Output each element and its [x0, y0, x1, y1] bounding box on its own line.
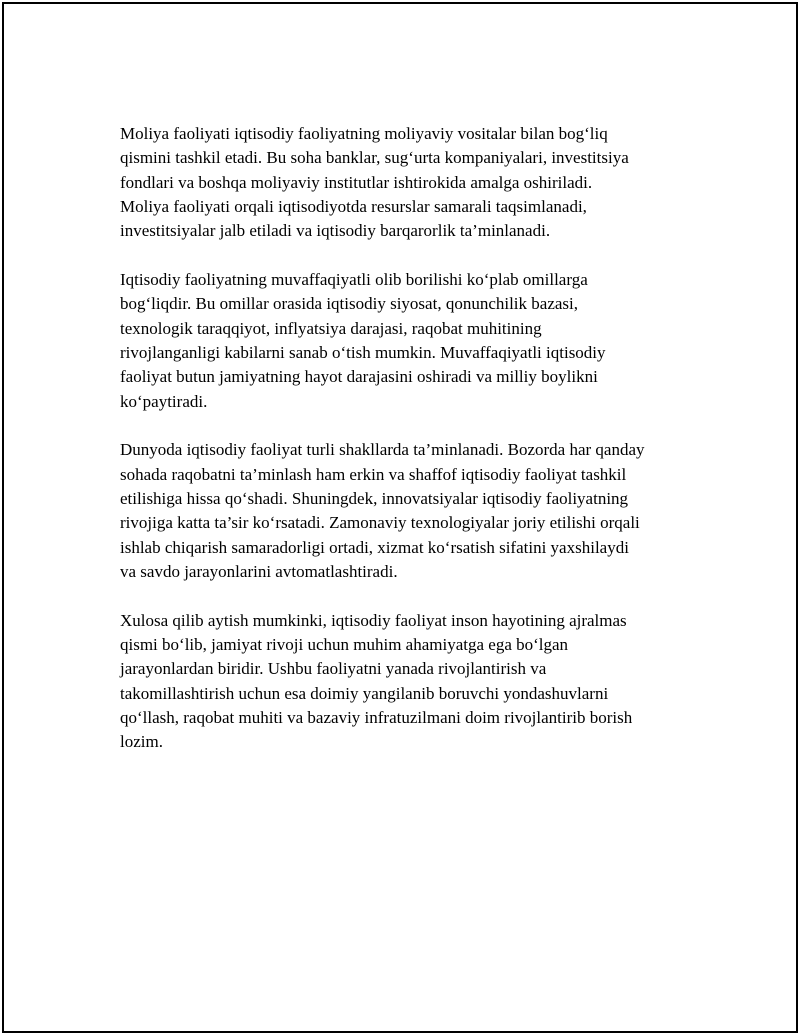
text-line: Dunyoda iqtisodiy faoliyat turli shakllarda ta’minlanadi. Bozorda har qanday: [120, 440, 645, 460]
text-line: takomillashtirish uchun esa doimiy yangilanib boruvchi yondashuvlarni: [120, 683, 609, 703]
text-line: faoliyat butun jamiyatning hayot darajasini oshiradi va milliy boylikni: [120, 367, 598, 387]
text-line: rivojiga katta ta’sir ko‘rsatadi. Zamonaviy texnologiyalar joriy etilishi orqali: [120, 513, 640, 533]
paragraph-finance-activity: [120, 122, 692, 243]
text-line: Moliya faoliyati iqtisodiy faoliyatning moliyaviy vositalar bilan bog‘liq: [120, 124, 608, 143]
text-line: rivojlanganligi kabilarni sanab o‘tish mumkin. Muvaffaqiyatli iqtisodiy: [120, 342, 606, 362]
paragraph-conclusion: [120, 609, 692, 755]
text-line: qismini tashkil etadi. Bu soha banklar, sug‘urta kompaniyalari, investitsiya: [120, 148, 629, 168]
paragraph-world-forms: [120, 438, 692, 584]
text-line: va savdo jarayonlarini avtomatlashtiradi.: [120, 561, 398, 581]
text-line: bog‘liqdir. Bu omillar orasida iqtisodiy siyosat, qonunchilik bazasi,: [120, 294, 579, 314]
text-line: jarayonlardan biridir. Ushbu faoliyatni yanada rivojlantirish va: [120, 659, 547, 679]
text-line: investitsiyalar jalb etiladi va iqtisodiy barqarorlik ta’minlanadi.: [120, 221, 551, 241]
text-line: ko‘paytiradi.: [120, 391, 208, 411]
text-line: Xulosa qilib aytish mumkinki, iqtisodiy faoliyat inson hayotining ajralmas: [120, 610, 627, 630]
text-line: Moliya faoliyati orqali iqtisodiyotda resurslar samarali taqsimlanadi,: [120, 196, 587, 216]
text-line: etilishiga hissa qo‘shadi. Shuningdek, innovatsiyalar iqtisodiy faoliyatning: [120, 489, 629, 509]
document-page: [2, 2, 798, 1033]
text-line: Iqtisodiy faoliyatning muvaffaqiyatli olib borilishi ko‘plab omillarga: [120, 270, 588, 290]
paragraph-success-factors: [120, 268, 692, 414]
text-line: lozim.: [120, 732, 163, 752]
text-line: texnologik taraqqiyot, inflyatsiya darajasi, raqobat muhitining: [120, 318, 542, 338]
text-line: ishlab chiqarish samaradorligi ortadi, xizmat ko‘rsatish sifatini yaxshilaydi: [120, 537, 629, 557]
text-line: fondlari va boshqa moliyaviy institutlar ishtirokida amalga oshiriladi.: [120, 172, 593, 192]
text-line: sohada raqobatni ta’minlash ham erkin va shaffof iqtisodiy faoliyat tashkil: [120, 464, 627, 484]
text-line: qismi bo‘lib, jamiyat rivoji uchun muhim ahamiyatga ega bo‘lgan: [120, 635, 569, 655]
text-line: qo‘llash, raqobat muhiti va bazaviy infratuzilmani doim rivojlantirib borish: [120, 708, 633, 728]
document-body: [120, 122, 692, 779]
